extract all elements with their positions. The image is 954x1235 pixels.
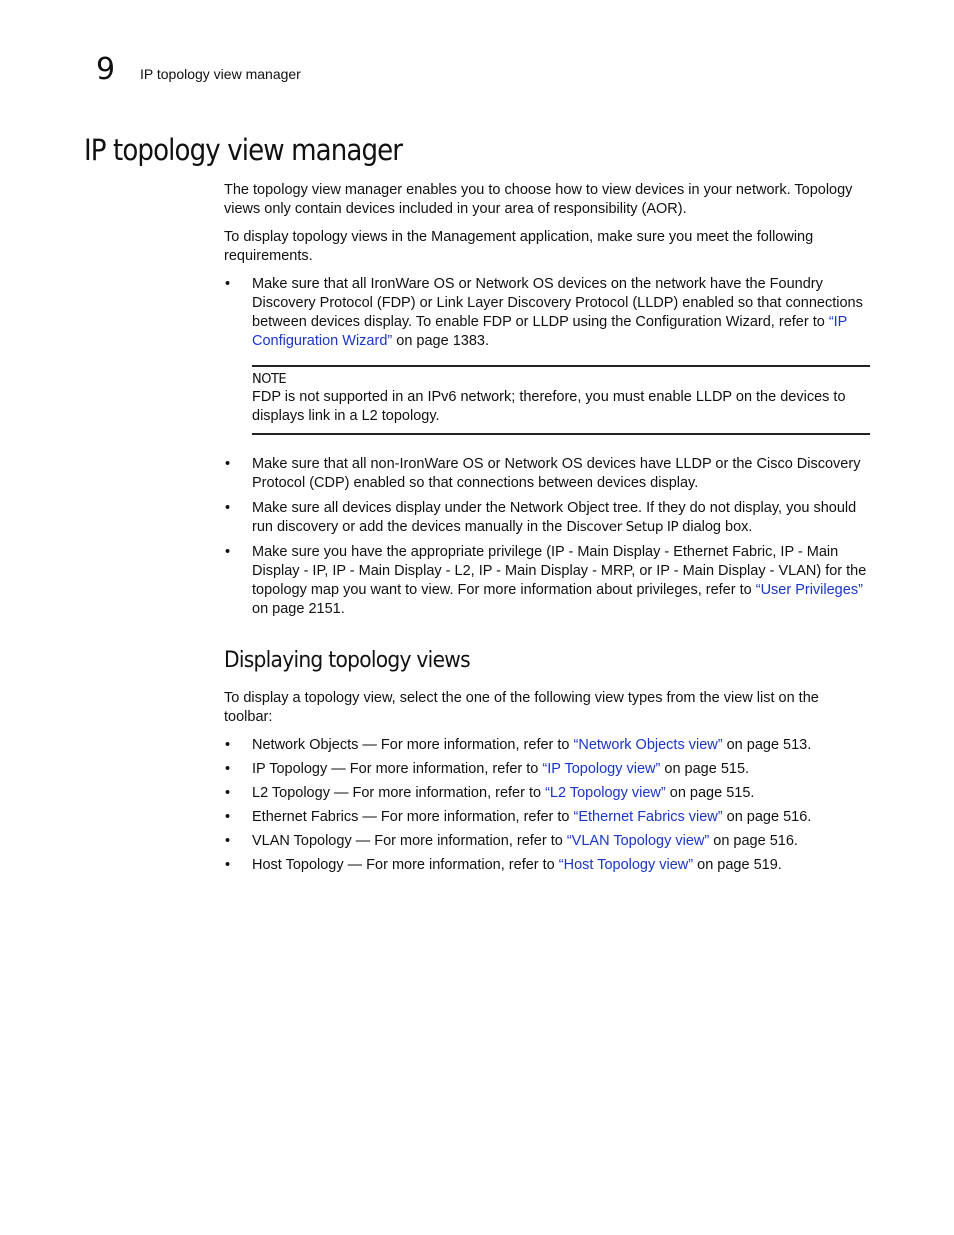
bullet-icon: •: [225, 785, 231, 801]
note-text: FDP is not supported in an IPv6 network; therefore, you must enable LLDP on the devices to displays link in a L2 topology.: [252, 389, 846, 424]
page-reference: on page 519.: [693, 857, 782, 873]
link-l2-topology-view[interactable]: “L2 Topology view”: [545, 785, 666, 801]
section-intro: To display a topology view, select the one of the following view types from the view list on the toolbar:: [224, 690, 819, 725]
list-item: [224, 832, 870, 851]
list-item-text: IP Topology — For more information, refer to: [252, 761, 543, 777]
bullet-icon: •: [225, 737, 231, 753]
list-item-text: Make sure all devices display under the Network Object tree. If they do not display, you should run discovery or add the devices manually in the: [252, 500, 857, 535]
bullet-icon: •: [225, 833, 231, 849]
list-item: [224, 808, 870, 827]
bullet-icon: •: [225, 276, 231, 292]
page-reference: on page 516.: [722, 809, 812, 825]
note-label: NOTE: [252, 372, 287, 387]
page-reference: on page 1383.: [392, 333, 489, 349]
list-item: [224, 784, 870, 803]
bullet-icon: •: [225, 809, 231, 825]
intro-paragraph: To display topology views in the Management application, make sure you meet the following requirements.: [224, 229, 814, 264]
page-reference: on page 2151.: [252, 601, 345, 617]
note-box: [252, 365, 870, 435]
list-item-text: Make sure you have the appropriate privilege (IP - Main Display - Ethernet Fabric, IP - Main Display - IP, IP - Main Display - L2, IP - Main Display - MRP, or IP - Main Display - VLAN) for the topology map you want to view. For more information about privileges, refer to: [252, 544, 867, 598]
bullet-icon: •: [225, 761, 231, 777]
page-reference: on page 516.: [709, 833, 798, 849]
list-item-text: Make sure that all non-IronWare OS or Network OS devices have LLDP or the Cisco Discovery Protocol (CDP) enabled so that connections between devices display.: [252, 456, 861, 491]
list-item-text: L2 Topology — For more information, refer to: [252, 785, 546, 801]
list-item: [224, 856, 870, 875]
list-item-text: Network Objects — For more information, refer to: [252, 737, 574, 753]
view-types-list: [224, 736, 870, 875]
bullet-icon: •: [225, 500, 231, 516]
page-reference: on page 515.: [660, 761, 750, 777]
page-title: IP topology view manager: [84, 133, 403, 167]
bullet-icon: •: [225, 857, 231, 873]
intro-paragraph: The topology view manager enables you to choose how to view devices in your network. Topology views only contain devices included in your area of responsibility (AOR).: [224, 182, 853, 217]
link-host-topology-view[interactable]: “Host Topology view”: [558, 857, 694, 873]
link-vlan-topology-view[interactable]: “VLAN Topology view”: [566, 833, 710, 849]
link-network-objects-view[interactable]: “Network Objects view”: [573, 737, 723, 753]
chapter-number: 9: [96, 52, 116, 87]
section-heading: Displaying topology views: [224, 648, 470, 673]
list-item: [224, 275, 870, 351]
ui-term-discover-setup-ip: Discover Setup IP: [566, 519, 679, 535]
list-item-text: dialog box.: [678, 519, 753, 535]
list-item: [224, 760, 870, 779]
list-item: [224, 499, 870, 537]
list-item-text: Ethernet Fabrics — For more information, refer to: [252, 809, 574, 825]
list-item: [224, 736, 870, 755]
link-user-privileges[interactable]: “User Privileges”: [755, 582, 863, 598]
list-item-text: Make sure that all IronWare OS or Network OS devices on the network have the Foundry Discovery Protocol (FDP) or Link Layer Discovery Protocol (LLDP) enabled so that connections between devices display. To enable FDP or LLDP using the Configuration Wizard, refer to: [252, 276, 863, 330]
requirements-list: [224, 275, 870, 351]
running-header-title: IP topology view manager: [140, 66, 301, 82]
requirements-list: [224, 455, 870, 619]
main-content: [224, 181, 870, 884]
link-ip-configuration-wizard[interactable]: “IP Configuration Wizard”: [252, 314, 848, 349]
bullet-icon: •: [225, 456, 231, 472]
bullet-icon: •: [225, 544, 231, 560]
list-item-text: Host Topology — For more information, refer to: [252, 857, 559, 873]
list-item-text: VLAN Topology — For more information, refer to: [252, 833, 567, 849]
page-reference: on page 513.: [722, 737, 812, 753]
page-reference: on page 515.: [665, 785, 755, 801]
list-item: [224, 543, 870, 619]
link-ethernet-fabrics-view[interactable]: “Ethernet Fabrics view”: [573, 809, 723, 825]
list-item: [224, 455, 870, 493]
link-ip-topology-view[interactable]: “IP Topology view”: [542, 761, 661, 777]
